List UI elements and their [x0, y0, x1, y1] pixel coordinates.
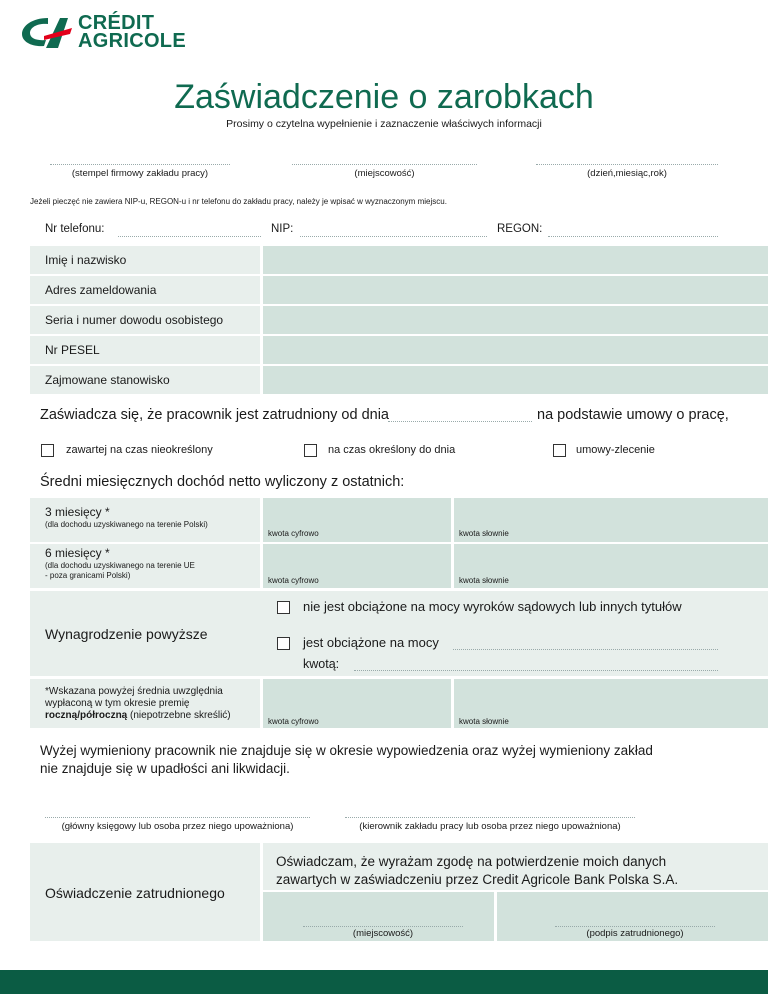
footnote-line-2: wypłaconą w tym okresie premię: [45, 698, 190, 709]
pesel-label: Nr PESEL: [45, 343, 100, 357]
bonus-words-caption: kwota słownie: [459, 717, 509, 726]
credit-agricole-logo-icon: [18, 14, 72, 50]
footnote-rest: (niepotrzebne skreślić): [127, 710, 231, 721]
nip-label: NIP:: [271, 223, 294, 235]
salary-option-1: nie jest obciążone na mocy wyroków sądowych lub innych tytułów: [303, 599, 682, 614]
position-field[interactable]: [263, 366, 768, 394]
statement-line-1: Wyżej wymieniony pracownik nie znajduje się w okresie wypowiedzenia oraz wyżej wymieniony zakład: [40, 743, 653, 758]
name-label: Imię i nazwisko: [45, 253, 127, 267]
employee-city-caption: (miejscowość): [352, 928, 414, 939]
checkbox-encumbered[interactable]: [277, 637, 290, 650]
phone-field[interactable]: [118, 236, 261, 237]
document-subtitle: Prosimy o czytelna wypełnienie i zaznaczenie właściwych informacji: [226, 118, 542, 130]
stamp-note: Jeżeli pieczęć nie zawiera NIP-u, REGON-u i nr telefonu do zakładu pracy, należy je wpisać w wyznaczonym miejscu.: [30, 197, 447, 206]
option-fixed-term: na czas określony do dnia: [328, 444, 456, 456]
salary-label: Wynagrodzenie powyższe: [45, 626, 208, 642]
income-6m-note-2: - poza granicami Polski): [45, 571, 131, 580]
regon-label: REGON:: [497, 223, 543, 235]
employment-date-field[interactable]: [388, 421, 532, 422]
position-label: Zajmowane stanowisko: [45, 373, 170, 387]
employment-suffix: na podstawie umowy o pracę,: [537, 407, 729, 423]
city-line[interactable]: [292, 164, 477, 165]
employee-city-line[interactable]: [303, 926, 463, 927]
nip-field[interactable]: [300, 236, 487, 237]
employee-signature-caption: (podpis zatrudnionego): [586, 928, 684, 939]
manager-caption: (kierownik zakładu pracy lub osoba przez niego upoważniona): [359, 821, 621, 832]
employee-consent: [276, 853, 678, 889]
brand-line-1: CRÉDIT: [78, 12, 155, 34]
checkbox-contract[interactable]: [553, 444, 566, 457]
income-3m-digits-caption: kwota cyfrowo: [268, 529, 319, 538]
brand-line-2: AGRICOLE: [78, 30, 186, 52]
pesel-field[interactable]: [263, 336, 768, 364]
income-6m-digits-caption: kwota cyfrowo: [268, 576, 319, 585]
income-3m-words-caption: kwota słownie: [459, 529, 509, 538]
manager-signature-line[interactable]: [345, 817, 635, 818]
employee-signature-line[interactable]: [555, 926, 715, 927]
regon-field[interactable]: [548, 236, 718, 237]
brand-name: [78, 14, 186, 50]
consent-line-2: zawartych w zaświadczeniu przez Credit Agricole Bank Polska S.A.: [276, 872, 679, 887]
date-line[interactable]: [536, 164, 718, 165]
option-indefinite: zawartej na czas nieokreślony: [66, 444, 213, 456]
name-field[interactable]: [263, 246, 768, 274]
id-field[interactable]: [263, 306, 768, 334]
footnote-line-1: *Wskazana powyżej średnia uwzględnia: [45, 686, 223, 697]
checkbox-not-encumbered[interactable]: [277, 601, 290, 614]
option-contract: umowy-zlecenie: [576, 444, 655, 456]
date-caption: (dzień,miesiąc,rok): [587, 168, 667, 179]
income-6m-label: 6 miesięcy *: [45, 546, 110, 560]
footer-bar: [0, 970, 768, 994]
accountant-caption: (główny księgowy lub osoba przez niego upoważniona): [61, 821, 294, 832]
checkbox-fixed-term[interactable]: [304, 444, 317, 457]
income-6m-note-1: (dla dochodu uzyskiwanego na terenie UE: [45, 561, 195, 570]
address-field[interactable]: [263, 276, 768, 304]
id-label: Seria i numer dowodu osobistego: [45, 313, 224, 327]
salary-amount-label: kwotą:: [303, 657, 340, 671]
encumbrance-basis-field[interactable]: [453, 649, 718, 650]
encumbrance-amount-field[interactable]: [354, 670, 718, 671]
document-title: Zaświadczenie o zarobkach: [174, 78, 594, 116]
footnote-text: [45, 686, 231, 722]
consent-line-1: Oświadczam, że wyrażam zgodę na potwierdzenie moich danych: [276, 854, 667, 869]
bonus-digits-caption: kwota cyfrowo: [268, 717, 319, 726]
accountant-signature-line[interactable]: [45, 817, 310, 818]
stamp-caption: (stempel firmowy zakładu pracy): [71, 168, 209, 179]
checkbox-indefinite[interactable]: [41, 444, 54, 457]
income-3m-note: (dla dochodu uzyskiwanego na terenie Polski): [45, 520, 208, 529]
address-label: Adres zameldowania: [45, 283, 157, 297]
stamp-line[interactable]: [50, 164, 230, 165]
statement: [40, 742, 653, 778]
footnote-line-3: [45, 710, 231, 722]
income-heading: Średni miesięcznych dochód netto wyliczony z ostatnich:: [40, 474, 405, 490]
footnote-bold: roczną/półroczną: [45, 710, 128, 721]
city-caption: (miejscowość): [354, 168, 415, 179]
employee-label: Oświadczenie zatrudnionego: [45, 885, 225, 901]
employment-prefix: Zaświadcza się, że pracownik jest zatrudniony od dnia: [40, 407, 389, 423]
phone-label: Nr telefonu:: [45, 223, 105, 235]
income-3m-label: 3 miesięcy *: [45, 505, 110, 519]
statement-line-2: nie znajduje się w upadłości ani likwidacji.: [40, 761, 290, 776]
salary-option-2: jest obciążone na mocy: [303, 635, 439, 650]
income-6m-words-caption: kwota słownie: [459, 576, 509, 585]
